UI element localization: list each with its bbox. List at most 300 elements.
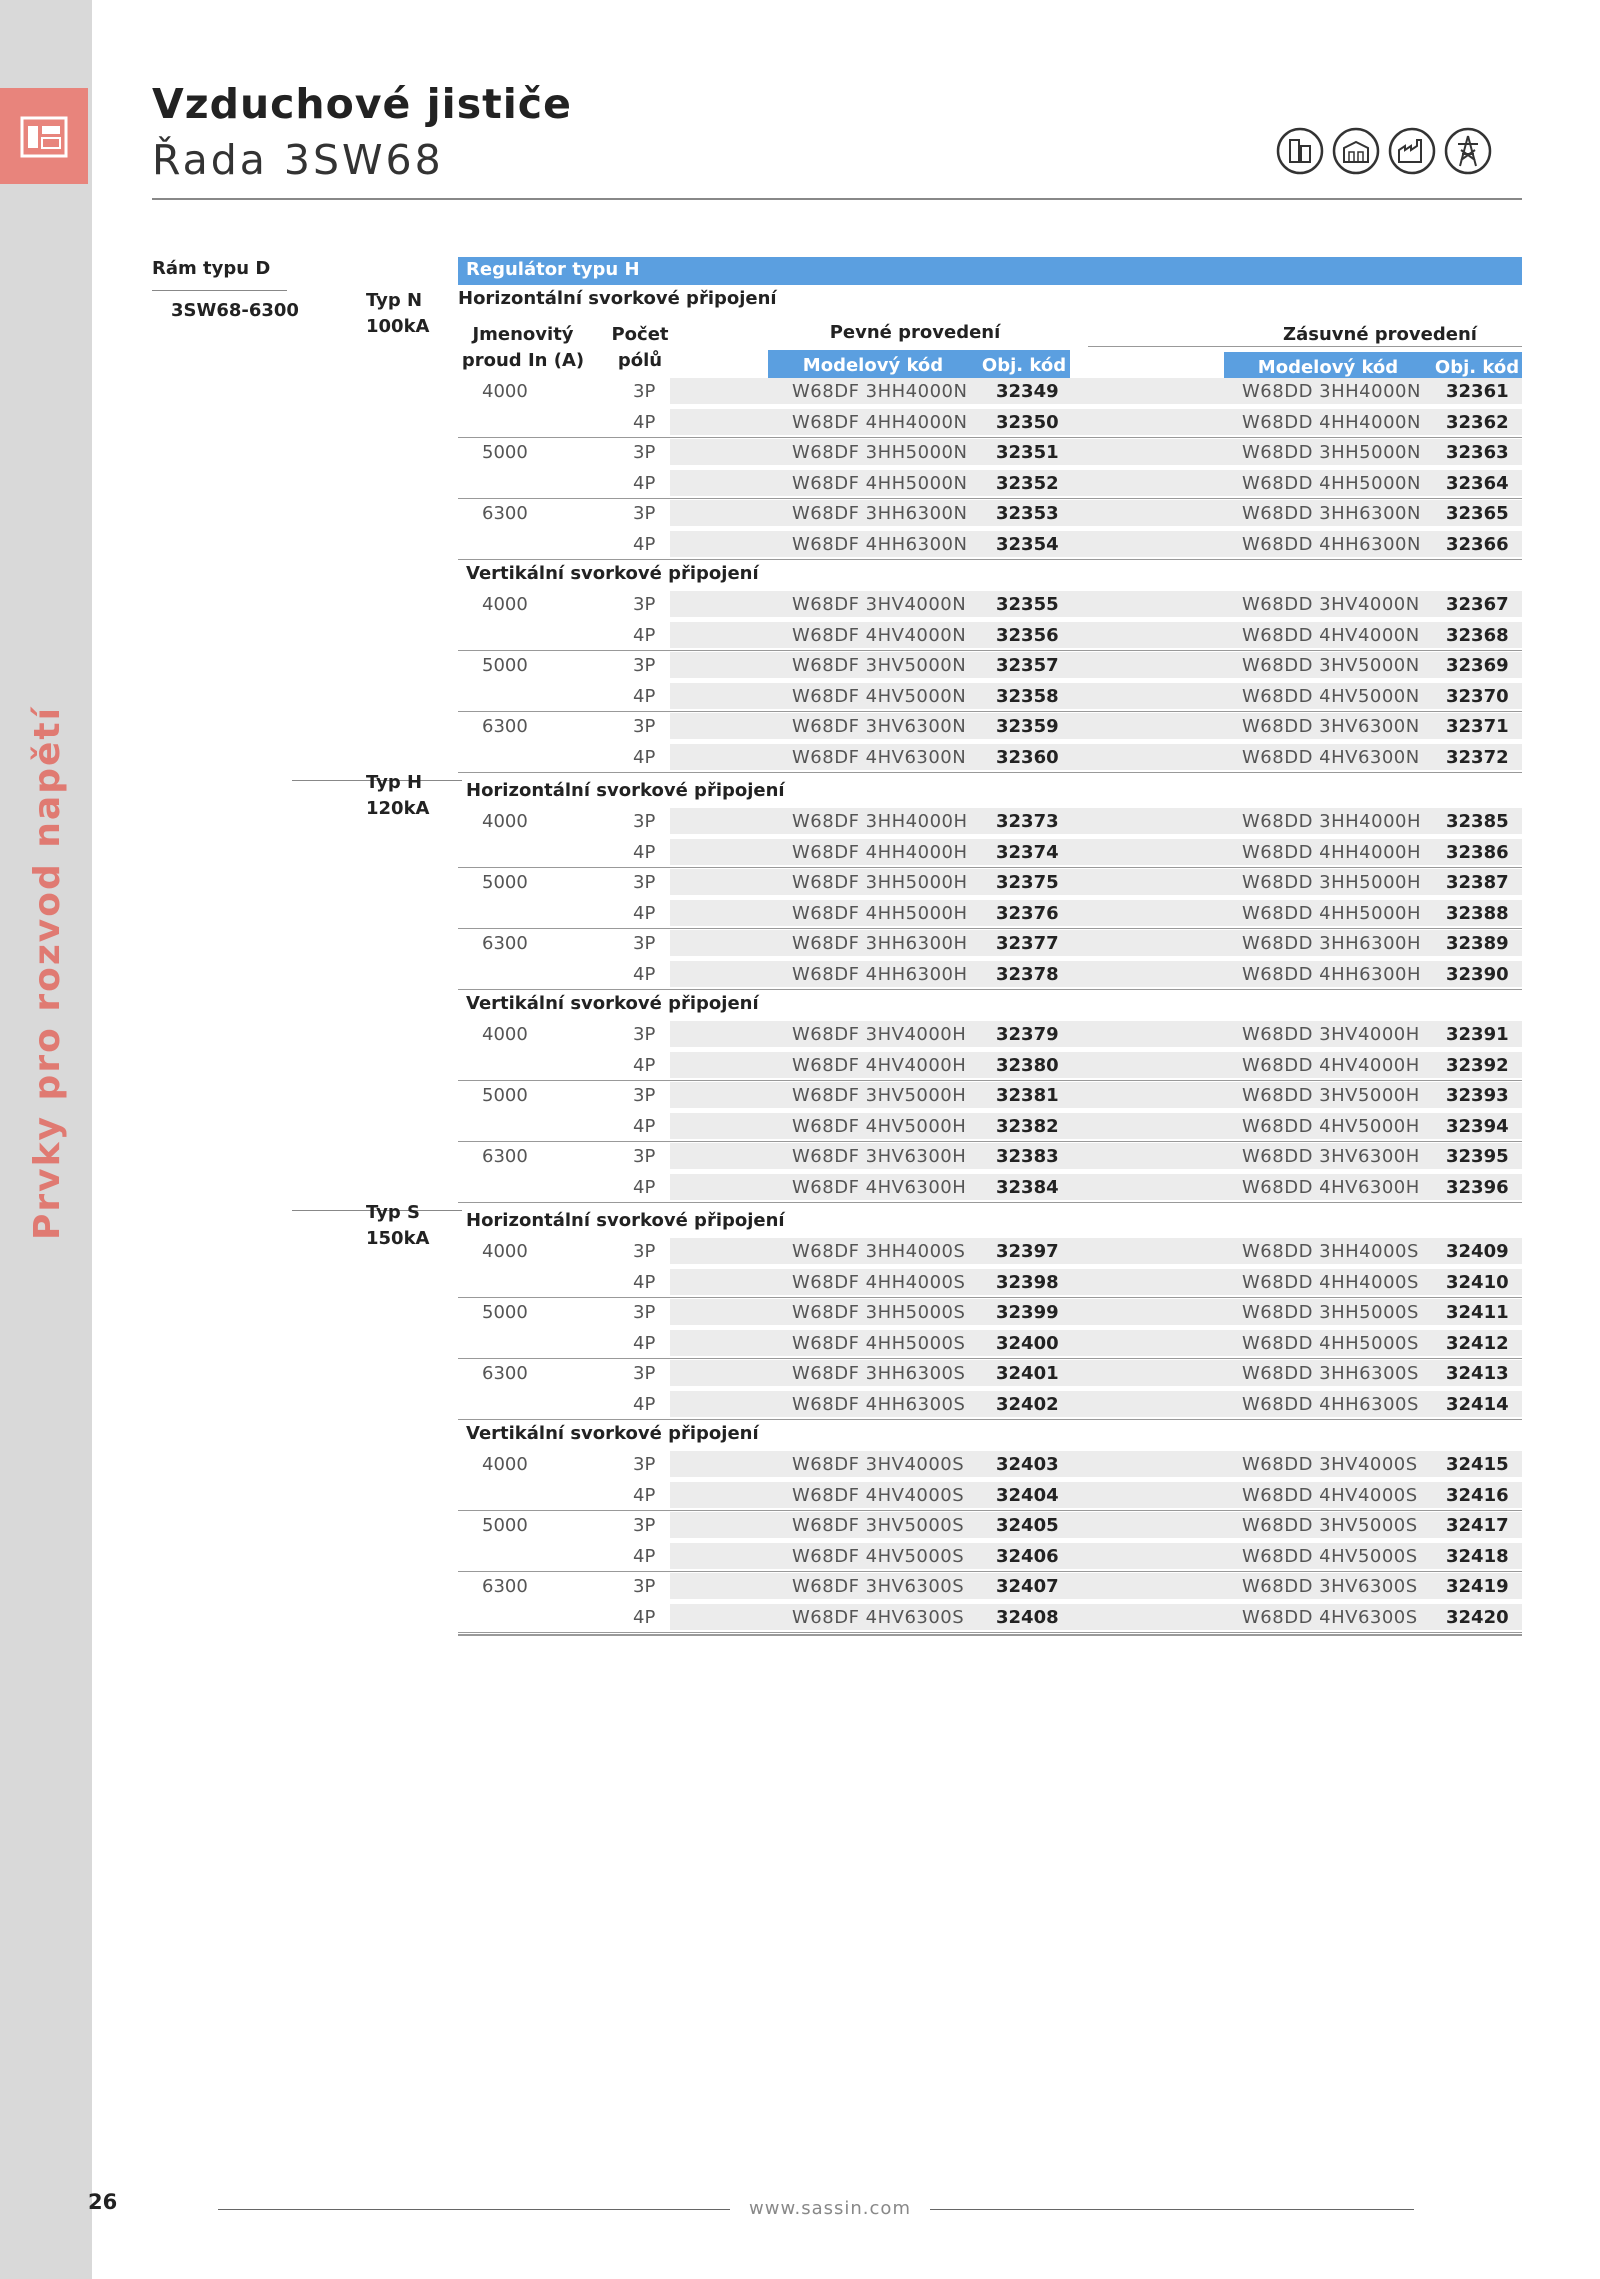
drawout-order-code: 32411 bbox=[1446, 1302, 1509, 1323]
fixed-order-code: 32405 bbox=[996, 1515, 1059, 1536]
pole-count: 3P bbox=[633, 872, 656, 893]
fixed-model-code: W68DF 4HV4000N bbox=[792, 624, 967, 646]
row-shade bbox=[670, 1052, 1278, 1078]
row-divider bbox=[458, 437, 1522, 438]
rated-current: 5000 bbox=[482, 655, 528, 676]
pole-count: 3P bbox=[633, 933, 656, 954]
table-row bbox=[458, 1451, 1522, 1481]
tower-icon bbox=[1443, 126, 1493, 176]
table-row bbox=[458, 1238, 1522, 1268]
row-shade bbox=[670, 683, 1278, 709]
footer-url: www.sassin.com bbox=[749, 2198, 911, 2219]
drawout-model-code: W68DD 4HH6300N bbox=[1242, 533, 1421, 555]
pole-count: 4P bbox=[633, 1271, 656, 1293]
drawout-model-code: W68DD 3HH5000H bbox=[1242, 872, 1422, 893]
drawout-model-code: W68DD 4HV5000N bbox=[1242, 685, 1420, 707]
drawout-model-code: W68DD 4HH4000S bbox=[1242, 1271, 1419, 1293]
drawout-model-code: W68DD 4HV6300H bbox=[1242, 1176, 1420, 1198]
col-current-header: Jmenovitý proud In (A) bbox=[461, 324, 585, 371]
fixed-order-code: 32375 bbox=[996, 872, 1059, 893]
drawout-order-code: 32372 bbox=[1446, 746, 1509, 768]
fixed-model-code: W68DF 3HH5000H bbox=[792, 872, 968, 893]
fixed-model-code: W68DF 4HV6300S bbox=[792, 1606, 965, 1628]
drawout-model-code: W68DD 4HV6300S bbox=[1242, 1606, 1418, 1628]
drawout-model-code: W68DD 4HV4000N bbox=[1242, 624, 1420, 646]
table-bottom-rule bbox=[458, 1634, 1522, 1636]
fixed-model-code: W68DF 4HV5000S bbox=[792, 1545, 965, 1567]
footer-line-right bbox=[930, 2209, 1414, 2210]
drawout-model-code-header: Modelový kód bbox=[1257, 356, 1399, 378]
pole-count: 4P bbox=[633, 624, 656, 646]
drawout-model-code: W68DD 4HV4000H bbox=[1242, 1054, 1420, 1076]
fixed-model-code: W68DF 4HV4000H bbox=[792, 1054, 967, 1076]
drawout-order-code: 32385 bbox=[1446, 811, 1509, 832]
page-subtitle: Řada 3SW68 bbox=[152, 136, 444, 184]
pole-count: 3P bbox=[633, 1454, 656, 1475]
row-divider bbox=[458, 772, 1522, 773]
pole-count: 4P bbox=[633, 1054, 656, 1076]
fixed-model-code: W68DF 3HH4000H bbox=[792, 811, 968, 832]
section-title: Vertikální svorkové připojení bbox=[466, 993, 759, 1014]
type-label bbox=[366, 770, 429, 822]
drawout-model-code: W68DD 3HV5000S bbox=[1242, 1515, 1418, 1536]
fixed-order-code: 32407 bbox=[996, 1576, 1059, 1597]
table-row bbox=[458, 900, 1522, 930]
pole-count: 4P bbox=[633, 1176, 656, 1198]
fixed-model-code: W68DF 4HH5000N bbox=[792, 472, 968, 494]
rated-current: 6300 bbox=[482, 1576, 528, 1597]
row-shade bbox=[670, 409, 1278, 435]
row-shade bbox=[670, 869, 1278, 895]
rated-current: 5000 bbox=[482, 1515, 528, 1536]
row-divider bbox=[458, 1297, 1522, 1298]
row-shade bbox=[670, 531, 1278, 557]
type-rating: 100kA bbox=[366, 316, 430, 337]
pole-count: 3P bbox=[633, 594, 656, 615]
fixed-model-code: W68DF 4HH4000N bbox=[792, 411, 968, 433]
drawout-model-code: W68DD 4HV5000S bbox=[1242, 1545, 1418, 1567]
pole-count: 3P bbox=[633, 1241, 656, 1262]
fixed-order-code-header: Obj. kód bbox=[981, 354, 1067, 376]
fixed-model-code: W68DF 3HH5000N bbox=[792, 442, 968, 463]
fixed-order-code: 32398 bbox=[996, 1271, 1059, 1293]
row-shade bbox=[670, 591, 1278, 617]
type-name: Typ H bbox=[366, 772, 423, 793]
fixed-order-code: 32357 bbox=[996, 655, 1059, 676]
drawout-order-code: 32389 bbox=[1446, 933, 1509, 954]
fixed-model-code: W68DF 3HH4000S bbox=[792, 1241, 966, 1262]
fixed-order-code: 32378 bbox=[996, 963, 1059, 985]
drawout-model-code: W68DD 3HV6300N bbox=[1242, 716, 1420, 737]
drawout-model-code: W68DD 3HH4000S bbox=[1242, 1241, 1419, 1262]
row-divider bbox=[458, 1080, 1522, 1081]
fixed-columns-header bbox=[768, 350, 1070, 380]
row-shade bbox=[670, 1482, 1278, 1508]
pole-count: 3P bbox=[633, 1363, 656, 1384]
type-name: Typ S bbox=[366, 1202, 420, 1223]
fixed-order-code: 32383 bbox=[996, 1146, 1059, 1167]
row-shade bbox=[670, 839, 1278, 865]
page-title: Vzduchové jističe bbox=[152, 80, 572, 128]
drawout-model-code: W68DD 4HH6300H bbox=[1242, 963, 1422, 985]
fixed-model-code: W68DF 4HH4000H bbox=[792, 841, 968, 863]
fixed-order-code: 32400 bbox=[996, 1332, 1059, 1354]
row-shade bbox=[670, 744, 1278, 770]
type-rating: 150kA bbox=[366, 1228, 430, 1249]
fixed-version-title: Pevné provedení bbox=[829, 322, 1001, 343]
fixed-order-code: 32349 bbox=[996, 381, 1059, 402]
fixed-order-code: 32406 bbox=[996, 1545, 1059, 1567]
pole-count: 4P bbox=[633, 963, 656, 985]
fixed-order-code: 32359 bbox=[996, 716, 1059, 737]
fixed-order-code: 32408 bbox=[996, 1606, 1059, 1628]
frame-label: Rám typu D bbox=[152, 258, 271, 279]
fixed-order-code: 32356 bbox=[996, 624, 1059, 646]
table-row bbox=[458, 961, 1522, 991]
fixed-model-code: W68DF 4HH6300N bbox=[792, 533, 968, 555]
fixed-order-code: 32350 bbox=[996, 411, 1059, 433]
rated-current: 4000 bbox=[482, 594, 528, 615]
fixed-model-code: W68DF 4HV4000S bbox=[792, 1484, 965, 1506]
drawout-order-code: 32363 bbox=[1446, 442, 1509, 463]
section-title: Horizontální svorkové připojení bbox=[466, 1210, 785, 1231]
drawout-model-code: W68DD 4HH4000H bbox=[1242, 841, 1422, 863]
fixed-order-code: 32401 bbox=[996, 1363, 1059, 1384]
fixed-model-code: W68DF 3HV5000H bbox=[792, 1085, 967, 1106]
drawout-order-code: 32393 bbox=[1446, 1085, 1509, 1106]
drawout-order-code: 32361 bbox=[1446, 381, 1509, 402]
table-row bbox=[458, 1604, 1522, 1634]
table-row bbox=[458, 531, 1522, 561]
row-shade bbox=[670, 622, 1278, 648]
fixed-order-code: 32353 bbox=[996, 503, 1059, 524]
pole-count: 3P bbox=[633, 1024, 656, 1045]
fixed-model-code: W68DF 4HH4000S bbox=[792, 1271, 966, 1293]
table-row bbox=[458, 470, 1522, 500]
drawout-model-code: W68DD 4HH5000N bbox=[1242, 472, 1421, 494]
rated-current: 4000 bbox=[482, 381, 528, 402]
drawout-order-code: 32364 bbox=[1446, 472, 1509, 494]
footer-line-left bbox=[218, 2209, 730, 2210]
drawout-model-code: W68DD 4HH5000S bbox=[1242, 1332, 1419, 1354]
pole-count: 4P bbox=[633, 411, 656, 433]
table-row bbox=[458, 1143, 1522, 1173]
col-poles-header: Počet pólů bbox=[611, 324, 669, 371]
regulator-label: Regulátor typu H bbox=[466, 259, 640, 280]
rated-current: 6300 bbox=[482, 1146, 528, 1167]
building-icon bbox=[1275, 126, 1325, 176]
rated-current: 6300 bbox=[482, 716, 528, 737]
fixed-model-code: W68DF 3HV5000S bbox=[792, 1515, 965, 1536]
row-divider bbox=[458, 498, 1522, 499]
pole-count: 3P bbox=[633, 1085, 656, 1106]
row-shade bbox=[670, 1543, 1278, 1569]
section-tab bbox=[0, 88, 88, 184]
row-shade bbox=[670, 1238, 1278, 1264]
drawout-order-code: 32387 bbox=[1446, 872, 1509, 893]
drawout-order-code: 32390 bbox=[1446, 963, 1509, 985]
drawout-model-code: W68DD 3HH6300H bbox=[1242, 933, 1422, 954]
rated-current: 6300 bbox=[482, 1363, 528, 1384]
fixed-model-code: W68DF 4HV5000H bbox=[792, 1115, 967, 1137]
row-divider bbox=[458, 928, 1522, 929]
row-divider bbox=[458, 1202, 1522, 1203]
drawout-model-code: W68DD 4HH4000N bbox=[1242, 411, 1421, 433]
type-rating: 120kA bbox=[366, 798, 430, 819]
drawout-order-code: 32365 bbox=[1446, 503, 1509, 524]
table-row bbox=[458, 1573, 1522, 1603]
pole-count: 4P bbox=[633, 533, 656, 555]
drawout-model-code: W68DD 3HV4000H bbox=[1242, 1024, 1420, 1045]
type-label bbox=[366, 288, 429, 340]
rated-current: 6300 bbox=[482, 503, 528, 524]
rated-current: 4000 bbox=[482, 1241, 528, 1262]
drawout-order-code: 32413 bbox=[1446, 1363, 1509, 1384]
fixed-model-code: W68DF 4HH5000S bbox=[792, 1332, 966, 1354]
fixed-model-code: W68DF 3HV6300N bbox=[792, 716, 967, 737]
fixed-order-code: 32352 bbox=[996, 472, 1059, 494]
drawout-model-code: W68DD 3HV4000N bbox=[1242, 594, 1420, 615]
table-row bbox=[458, 713, 1522, 743]
row-shade bbox=[670, 470, 1278, 496]
row-shade bbox=[670, 1021, 1278, 1047]
fixed-model-code: W68DF 3HV6300S bbox=[792, 1576, 965, 1597]
row-divider bbox=[458, 559, 1522, 560]
industry-icon bbox=[1331, 126, 1381, 176]
type-label bbox=[366, 1200, 429, 1252]
table-row bbox=[458, 622, 1522, 652]
drawout-order-code: 32410 bbox=[1446, 1271, 1509, 1293]
table-row bbox=[458, 1543, 1522, 1573]
drawout-model-code: W68DD 3HV4000S bbox=[1242, 1454, 1418, 1475]
table-row bbox=[458, 1299, 1522, 1329]
row-shade bbox=[670, 652, 1278, 678]
row-shade bbox=[670, 439, 1278, 465]
fixed-order-code: 32382 bbox=[996, 1115, 1059, 1137]
drawout-model-code: W68DD 3HV5000N bbox=[1242, 655, 1420, 676]
row-shade bbox=[670, 378, 1278, 404]
row-shade bbox=[670, 1451, 1278, 1477]
section-title: Horizontální svorkové připojení bbox=[458, 288, 777, 309]
fixed-order-code: 32373 bbox=[996, 811, 1059, 832]
rated-current: 5000 bbox=[482, 872, 528, 893]
pole-count: 3P bbox=[633, 1515, 656, 1536]
fixed-order-code: 32376 bbox=[996, 902, 1059, 924]
row-shade bbox=[670, 1604, 1278, 1630]
row-shade bbox=[670, 1573, 1278, 1599]
section-title: Vertikální svorkové připojení bbox=[466, 563, 759, 584]
application-icons bbox=[1275, 126, 1493, 176]
row-shade bbox=[670, 713, 1278, 739]
pole-count: 4P bbox=[633, 472, 656, 494]
drawout-order-code: 32396 bbox=[1446, 1176, 1509, 1198]
drawout-order-code: 32418 bbox=[1446, 1545, 1509, 1567]
regulator-bar bbox=[458, 257, 1522, 285]
table-row bbox=[458, 378, 1522, 408]
drawout-title-divider bbox=[1088, 346, 1522, 347]
model-label: 3SW68-6300 bbox=[171, 300, 299, 321]
fixed-order-code: 32379 bbox=[996, 1024, 1059, 1045]
drawout-order-code: 32420 bbox=[1446, 1606, 1509, 1628]
row-divider bbox=[458, 711, 1522, 712]
drawout-order-code: 32371 bbox=[1446, 716, 1509, 737]
pole-count: 3P bbox=[633, 811, 656, 832]
drawout-model-code: W68DD 4HV5000H bbox=[1242, 1115, 1420, 1137]
table-row bbox=[458, 1482, 1522, 1512]
row-divider bbox=[458, 1419, 1522, 1420]
drawout-model-code: W68DD 3HV6300S bbox=[1242, 1576, 1418, 1597]
drawout-order-code: 32367 bbox=[1446, 594, 1509, 615]
fixed-order-code: 32358 bbox=[996, 685, 1059, 707]
fixed-model-code: W68DF 4HV6300N bbox=[792, 746, 967, 768]
drawout-order-code: 32414 bbox=[1446, 1393, 1509, 1415]
row-divider bbox=[458, 650, 1522, 651]
table-row bbox=[458, 1052, 1522, 1082]
drawout-model-code: W68DD 3HH6300S bbox=[1242, 1363, 1419, 1384]
drawout-order-code: 32416 bbox=[1446, 1484, 1509, 1506]
pole-count: 3P bbox=[633, 381, 656, 402]
rated-current: 4000 bbox=[482, 811, 528, 832]
pole-count: 4P bbox=[633, 1393, 656, 1415]
pole-count: 3P bbox=[633, 442, 656, 463]
pole-count: 4P bbox=[633, 1545, 656, 1567]
row-divider bbox=[458, 1141, 1522, 1142]
pole-count: 3P bbox=[633, 1302, 656, 1323]
row-divider bbox=[458, 1571, 1522, 1572]
fixed-model-code: W68DF 3HV4000N bbox=[792, 594, 967, 615]
row-shade bbox=[670, 1174, 1278, 1200]
pole-count: 4P bbox=[633, 746, 656, 768]
factory-icon bbox=[1387, 126, 1437, 176]
row-shade bbox=[670, 808, 1278, 834]
fixed-model-code: W68DF 3HH5000S bbox=[792, 1302, 966, 1323]
pole-count: 4P bbox=[633, 841, 656, 863]
row-shade bbox=[670, 1330, 1278, 1356]
fixed-order-code: 32399 bbox=[996, 1302, 1059, 1323]
row-shade bbox=[670, 1082, 1278, 1108]
table-row bbox=[458, 869, 1522, 899]
fixed-model-code-header: Modelový kód bbox=[802, 354, 944, 376]
row-shade bbox=[670, 500, 1278, 526]
row-shade bbox=[670, 900, 1278, 926]
fixed-order-code: 32380 bbox=[996, 1054, 1059, 1076]
drawout-model-code: W68DD 3HH4000H bbox=[1242, 811, 1422, 832]
fixed-model-code: W68DF 4HH6300H bbox=[792, 963, 968, 985]
row-divider bbox=[458, 989, 1522, 990]
table-row bbox=[458, 1512, 1522, 1542]
fixed-order-code: 32374 bbox=[996, 841, 1059, 863]
fixed-model-code: W68DF 4HV6300H bbox=[792, 1176, 967, 1198]
drawout-order-code: 32419 bbox=[1446, 1576, 1509, 1597]
table-row bbox=[458, 652, 1522, 682]
rated-current: 4000 bbox=[482, 1454, 528, 1475]
row-shade bbox=[670, 1143, 1278, 1169]
rated-current: 6300 bbox=[482, 933, 528, 954]
fixed-model-code: W68DF 4HH5000H bbox=[792, 902, 968, 924]
row-divider bbox=[458, 1510, 1522, 1511]
fixed-order-code: 32397 bbox=[996, 1241, 1059, 1262]
drawout-model-code: W68DD 4HV4000S bbox=[1242, 1484, 1418, 1506]
drawout-model-code: W68DD 4HH5000H bbox=[1242, 902, 1422, 924]
fixed-model-code: W68DF 3HH6300H bbox=[792, 933, 968, 954]
table-row bbox=[458, 930, 1522, 960]
pole-count: 4P bbox=[633, 685, 656, 707]
table-row bbox=[458, 1113, 1522, 1143]
drawout-model-code: W68DD 3HH4000N bbox=[1242, 381, 1421, 402]
type-name: Typ N bbox=[366, 290, 423, 311]
fixed-model-code: W68DF 3HV6300H bbox=[792, 1146, 967, 1167]
drawout-model-code: W68DD 3HV6300H bbox=[1242, 1146, 1420, 1167]
pole-count: 3P bbox=[633, 1146, 656, 1167]
drawout-order-code: 32415 bbox=[1446, 1454, 1509, 1475]
row-shade bbox=[670, 1269, 1278, 1295]
drawout-order-code: 32394 bbox=[1446, 1115, 1509, 1137]
drawout-model-code: W68DD 3HV5000H bbox=[1242, 1085, 1420, 1106]
row-shade bbox=[670, 930, 1278, 956]
sidebar bbox=[0, 0, 92, 2279]
fixed-order-code: 32377 bbox=[996, 933, 1059, 954]
fixed-model-code: W68DF 4HH6300S bbox=[792, 1393, 966, 1415]
pole-count: 3P bbox=[633, 716, 656, 737]
rated-current: 5000 bbox=[482, 1085, 528, 1106]
row-shade bbox=[670, 1360, 1278, 1386]
fixed-model-code: W68DF 3HV4000H bbox=[792, 1024, 967, 1045]
row-divider bbox=[458, 867, 1522, 868]
table-row bbox=[458, 409, 1522, 439]
pole-count: 4P bbox=[633, 1606, 656, 1628]
pole-count: 4P bbox=[633, 902, 656, 924]
table-row bbox=[458, 1082, 1522, 1112]
row-shade bbox=[670, 1113, 1278, 1139]
table-row bbox=[458, 500, 1522, 530]
header-divider bbox=[152, 198, 1522, 200]
sidebar-section-title: Prvky pro rozvod napětí bbox=[27, 706, 68, 1240]
row-shade bbox=[670, 1512, 1278, 1538]
drawout-order-code: 32368 bbox=[1446, 624, 1509, 646]
fixed-model-code: W68DF 3HH6300N bbox=[792, 503, 968, 524]
table-row bbox=[458, 744, 1522, 774]
pole-count: 4P bbox=[633, 1332, 656, 1354]
drawout-order-code: 32366 bbox=[1446, 533, 1509, 555]
rated-current: 4000 bbox=[482, 1024, 528, 1045]
fixed-order-code: 32384 bbox=[996, 1176, 1059, 1198]
row-shade bbox=[670, 1391, 1278, 1417]
table-row bbox=[458, 683, 1522, 713]
pole-count: 3P bbox=[633, 503, 656, 524]
fixed-order-code: 32404 bbox=[996, 1484, 1059, 1506]
table-row bbox=[458, 1360, 1522, 1390]
drawout-order-code: 32391 bbox=[1446, 1024, 1509, 1045]
row-shade bbox=[670, 1299, 1278, 1325]
drawout-model-code: W68DD 3HH5000S bbox=[1242, 1302, 1419, 1323]
drawout-order-code: 32388 bbox=[1446, 902, 1509, 924]
table-row bbox=[458, 839, 1522, 869]
drawout-order-code: 32370 bbox=[1446, 685, 1509, 707]
row-shade bbox=[670, 961, 1278, 987]
table-row bbox=[458, 1269, 1522, 1299]
drawout-order-code: 32362 bbox=[1446, 411, 1509, 433]
drawout-order-code: 32395 bbox=[1446, 1146, 1509, 1167]
drawout-order-code: 32409 bbox=[1446, 1241, 1509, 1262]
table-row bbox=[458, 1021, 1522, 1051]
pole-count: 3P bbox=[633, 1576, 656, 1597]
drawout-order-code: 32417 bbox=[1446, 1515, 1509, 1536]
fixed-order-code: 32355 bbox=[996, 594, 1059, 615]
rated-current: 5000 bbox=[482, 1302, 528, 1323]
rated-current: 5000 bbox=[482, 442, 528, 463]
drawout-order-code: 32386 bbox=[1446, 841, 1509, 863]
drawout-order-code: 32369 bbox=[1446, 655, 1509, 676]
